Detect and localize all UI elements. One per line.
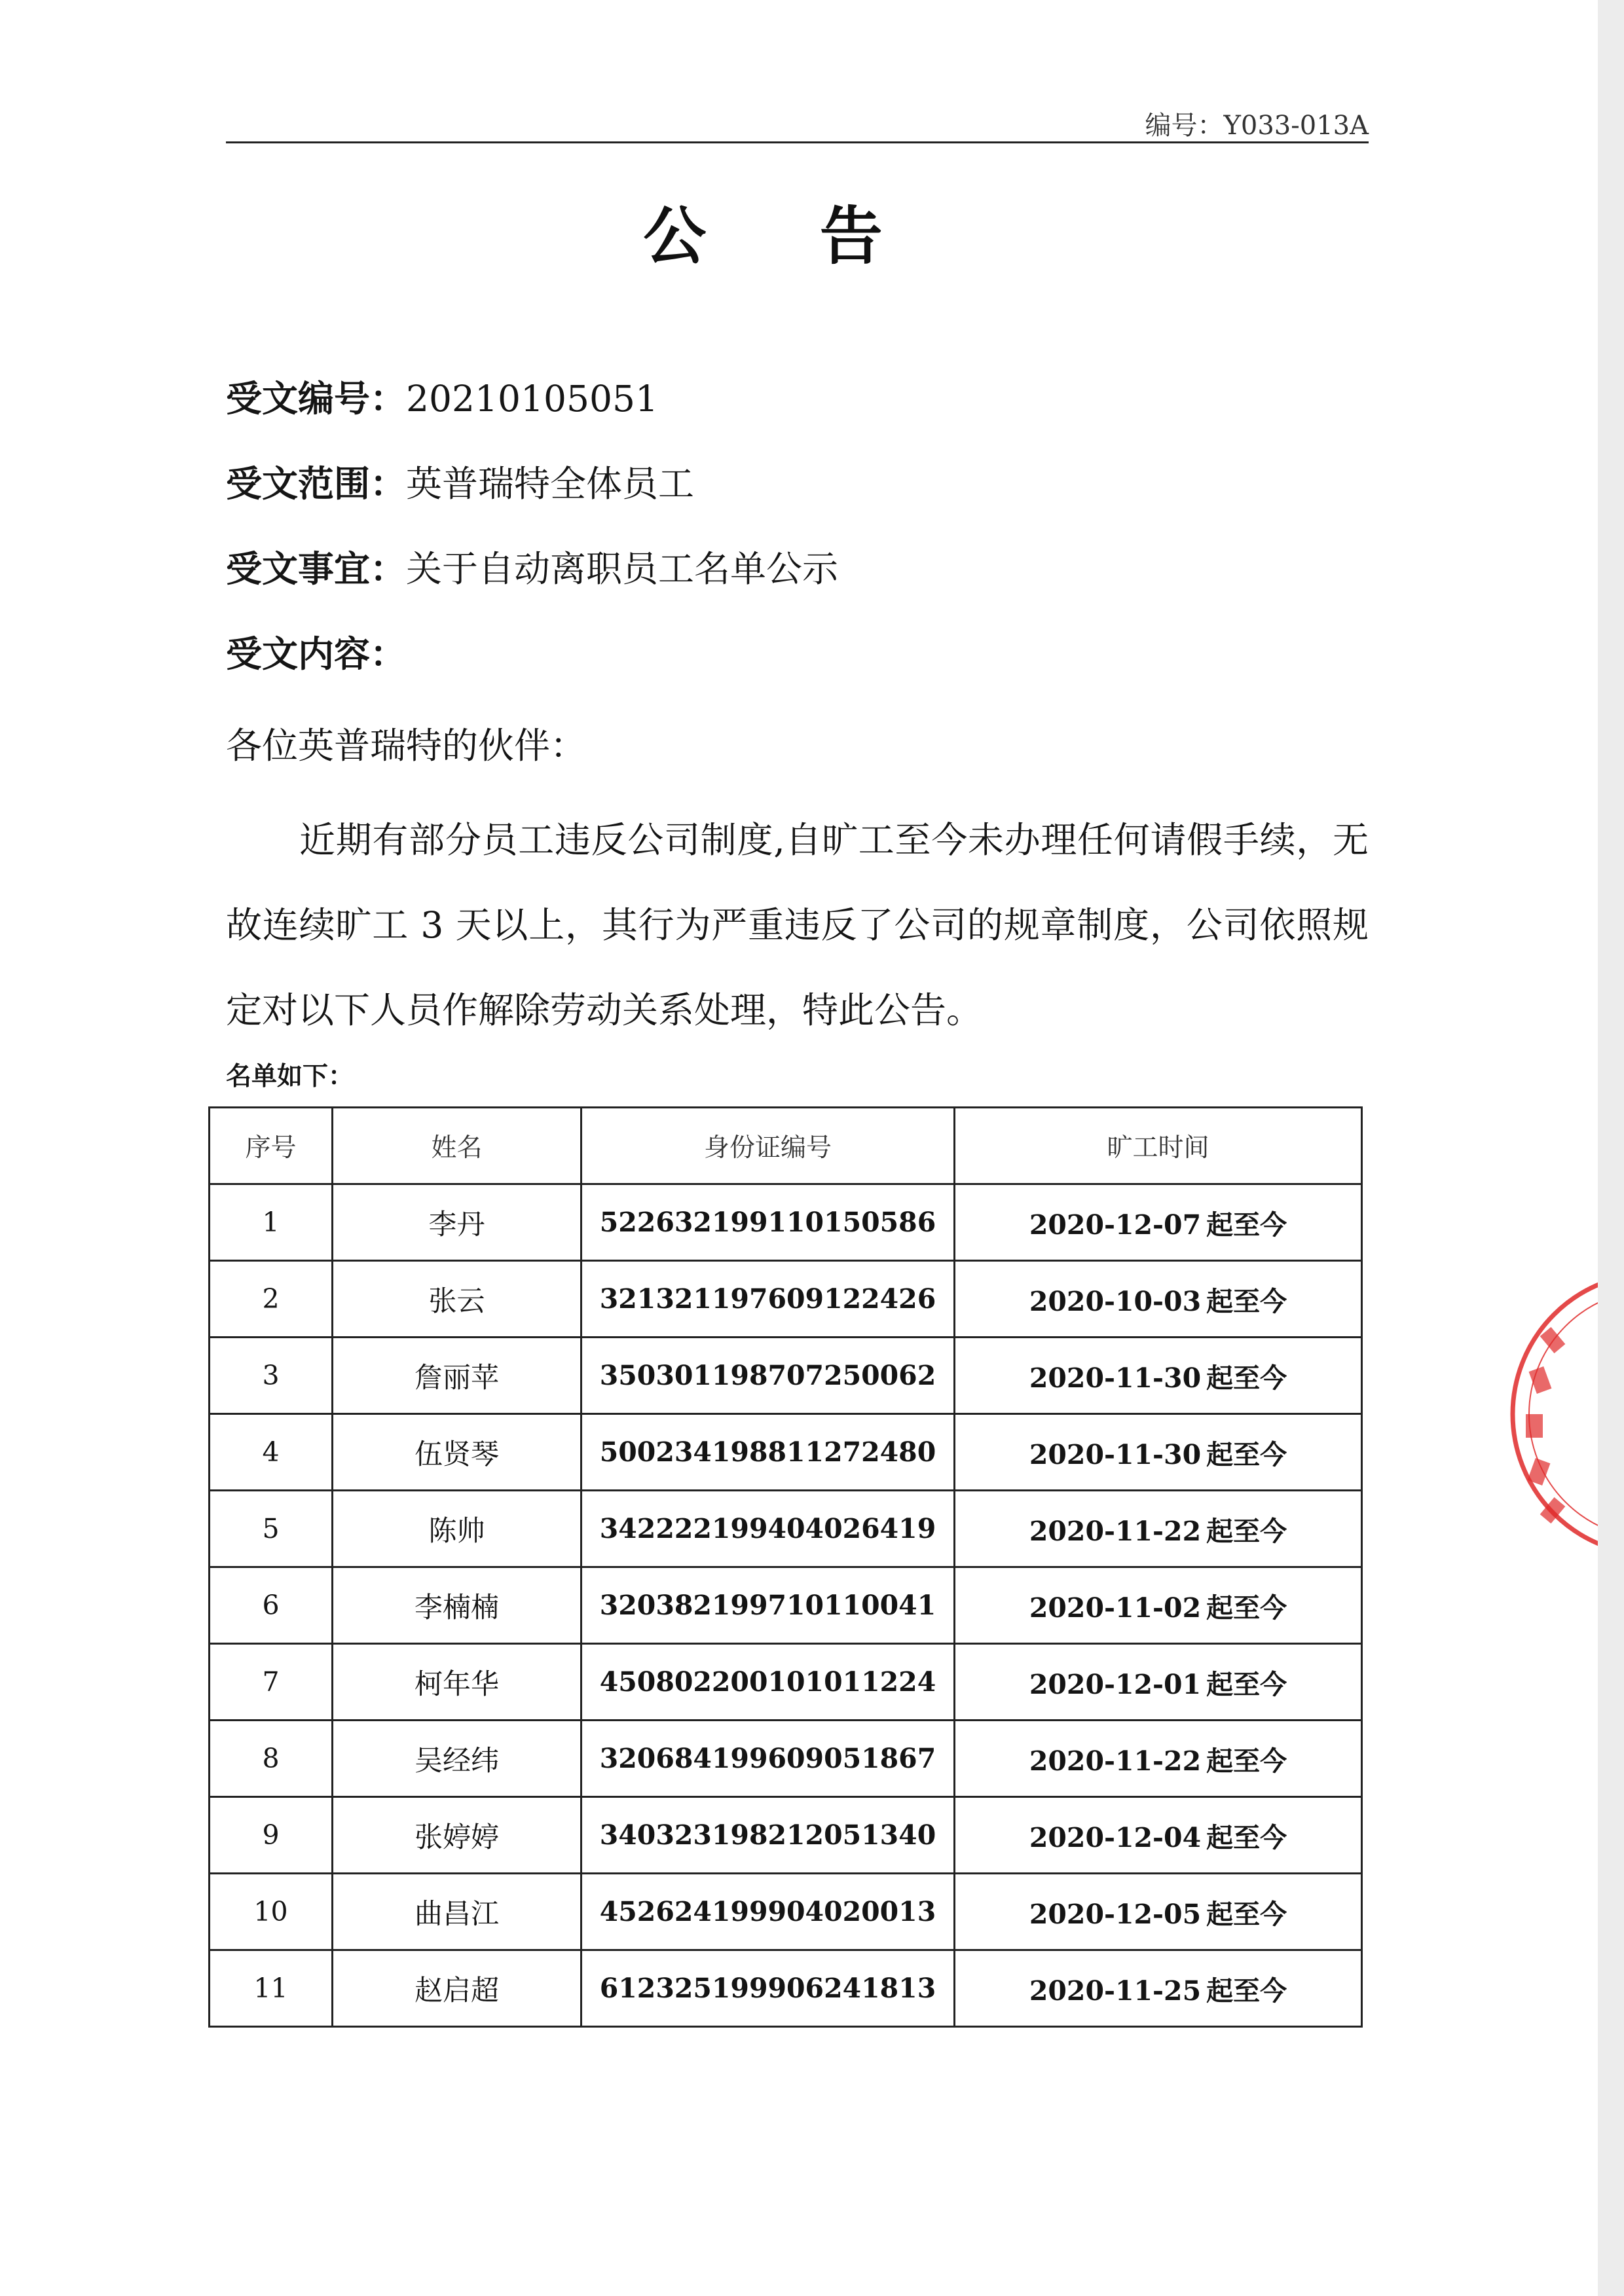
meta-subject-label: 受文事宜： — [226, 548, 407, 590]
cell-name: 陈帅 — [333, 1491, 581, 1567]
table-header-row — [210, 1108, 1362, 1184]
cell-id-number: 452624199904020013 — [581, 1874, 955, 1950]
absence-date: 2020-12-05 — [1029, 1898, 1202, 1930]
absence-date: 2020-11-22 — [1029, 1515, 1202, 1547]
meta-number-label: 受文编号： — [226, 378, 407, 420]
cell-absence — [955, 1567, 1362, 1644]
cell-id-number: 320684199609051867 — [581, 1721, 955, 1797]
meta-scope-label: 受文范围： — [226, 463, 407, 505]
scan-edge — [1598, 0, 1624, 2296]
meta-scope — [226, 455, 694, 507]
cell-absence — [955, 1644, 1362, 1721]
cell-name: 张云 — [333, 1261, 581, 1338]
table-row — [210, 1644, 1362, 1721]
cell-absence — [955, 1184, 1362, 1261]
table-row — [210, 1261, 1362, 1338]
cell-name: 吴经纬 — [333, 1721, 581, 1797]
table-row — [210, 1874, 1362, 1950]
cell-absence — [955, 1338, 1362, 1414]
absence-date: 2020-11-02 — [1029, 1592, 1202, 1624]
meta-subject — [226, 540, 838, 592]
absence-since: 起至今 — [1206, 1975, 1287, 2007]
cell-name: 李丹 — [333, 1184, 581, 1261]
absence-date: 2020-12-04 — [1029, 1821, 1202, 1853]
table-row — [210, 1491, 1362, 1567]
cell-index: 1 — [210, 1184, 333, 1261]
cell-id-number: 342222199404026419 — [581, 1491, 955, 1567]
cell-name: 张婷婷 — [333, 1797, 581, 1874]
cell-index: 11 — [210, 1950, 333, 2027]
meta-scope-value: 英普瑞特全体员工 — [406, 463, 695, 505]
cell-index: 3 — [210, 1338, 333, 1414]
absence-since: 起至今 — [1206, 1745, 1287, 1777]
cell-id-number: 450802200101011224 — [581, 1644, 955, 1721]
absence-date: 2020-10-03 — [1029, 1285, 1202, 1317]
absence-since: 起至今 — [1206, 1515, 1287, 1547]
cell-name: 柯年华 — [333, 1644, 581, 1721]
cell-id-number: 500234198811272480 — [581, 1414, 955, 1491]
table-row — [210, 1797, 1362, 1874]
salutation: 各位英普瑞特的伙伴： — [226, 725, 587, 767]
cell-index: 8 — [210, 1721, 333, 1797]
cell-index: 4 — [210, 1414, 333, 1491]
cell-id-number: 321321197609122426 — [581, 1261, 955, 1338]
absence-since: 起至今 — [1206, 1668, 1287, 1700]
absence-date: 2020-11-22 — [1029, 1745, 1202, 1777]
header-index: 序号 — [210, 1108, 333, 1184]
cell-absence — [955, 1414, 1362, 1491]
absence-since: 起至今 — [1206, 1592, 1287, 1624]
table-row — [210, 1950, 1362, 2027]
cell-name: 伍贤琴 — [333, 1414, 581, 1491]
cell-id-number: 612325199906241813 — [581, 1950, 955, 2027]
header-divider — [226, 141, 1369, 143]
table-row — [210, 1721, 1362, 1797]
absence-since: 起至今 — [1206, 1285, 1287, 1317]
table-row — [210, 1414, 1362, 1491]
absence-since: 起至今 — [1206, 1438, 1287, 1470]
absence-date: 2020-11-25 — [1029, 1975, 1202, 2007]
absence-date: 2020-12-01 — [1029, 1668, 1202, 1700]
meta-content — [226, 625, 406, 677]
header-id: 身份证编号 — [581, 1108, 955, 1184]
page-title: 公 告 — [643, 200, 929, 273]
header-absence: 旷工时间 — [955, 1108, 1362, 1184]
absence-since: 起至今 — [1206, 1821, 1287, 1853]
cell-name: 李楠楠 — [333, 1567, 581, 1644]
cell-name: 赵启超 — [333, 1950, 581, 2027]
absence-date: 2020-11-30 — [1029, 1438, 1202, 1470]
cell-absence — [955, 1797, 1362, 1874]
cell-index: 2 — [210, 1261, 333, 1338]
cell-absence — [955, 1950, 1362, 2027]
cell-absence — [955, 1261, 1362, 1338]
cell-index: 9 — [210, 1797, 333, 1874]
employee-table — [208, 1106, 1363, 2028]
table-row — [210, 1567, 1362, 1644]
cell-absence — [955, 1721, 1362, 1797]
cell-id-number: 350301198707250062 — [581, 1338, 955, 1414]
body-paragraph: 近期有部分员工违反公司制度,自旷工至今未办理任何请假手续，无故连续旷工 3 天以上，其行为严重违反了公司的规章制度，公司依照规定对以下人员作解除劳动关系处理，特此公告。 — [226, 819, 1369, 1031]
cell-absence — [955, 1874, 1362, 1950]
document-code: 编号：Y033-013A — [1145, 111, 1369, 141]
absence-date: 2020-12-07 — [1029, 1209, 1202, 1241]
meta-number — [226, 370, 658, 422]
cell-id-number: 320382199710110041 — [581, 1567, 955, 1644]
meta-content-label: 受文内容： — [226, 633, 407, 675]
cell-index: 6 — [210, 1567, 333, 1644]
meta-subject-value: 关于自动离职员工名单公示 — [406, 548, 839, 590]
absence-since: 起至今 — [1206, 1362, 1287, 1394]
cell-absence — [955, 1491, 1362, 1567]
table-row — [210, 1338, 1362, 1414]
cell-name: 曲昌江 — [333, 1874, 581, 1950]
absence-since: 起至今 — [1206, 1898, 1287, 1930]
absence-date: 2020-11-30 — [1029, 1362, 1202, 1394]
meta-number-value: 20210105051 — [406, 378, 658, 420]
cell-index: 10 — [210, 1874, 333, 1950]
cell-id-number: 340323198212051340 — [581, 1797, 955, 1874]
absence-since: 起至今 — [1206, 1209, 1287, 1241]
cell-name: 詹丽苹 — [333, 1338, 581, 1414]
list-label: 名单如下： — [226, 1062, 354, 1091]
table-row — [210, 1184, 1362, 1261]
cell-index: 5 — [210, 1491, 333, 1567]
cell-id-number: 522632199110150586 — [581, 1184, 955, 1261]
cell-index: 7 — [210, 1644, 333, 1721]
header-name: 姓名 — [333, 1108, 581, 1184]
